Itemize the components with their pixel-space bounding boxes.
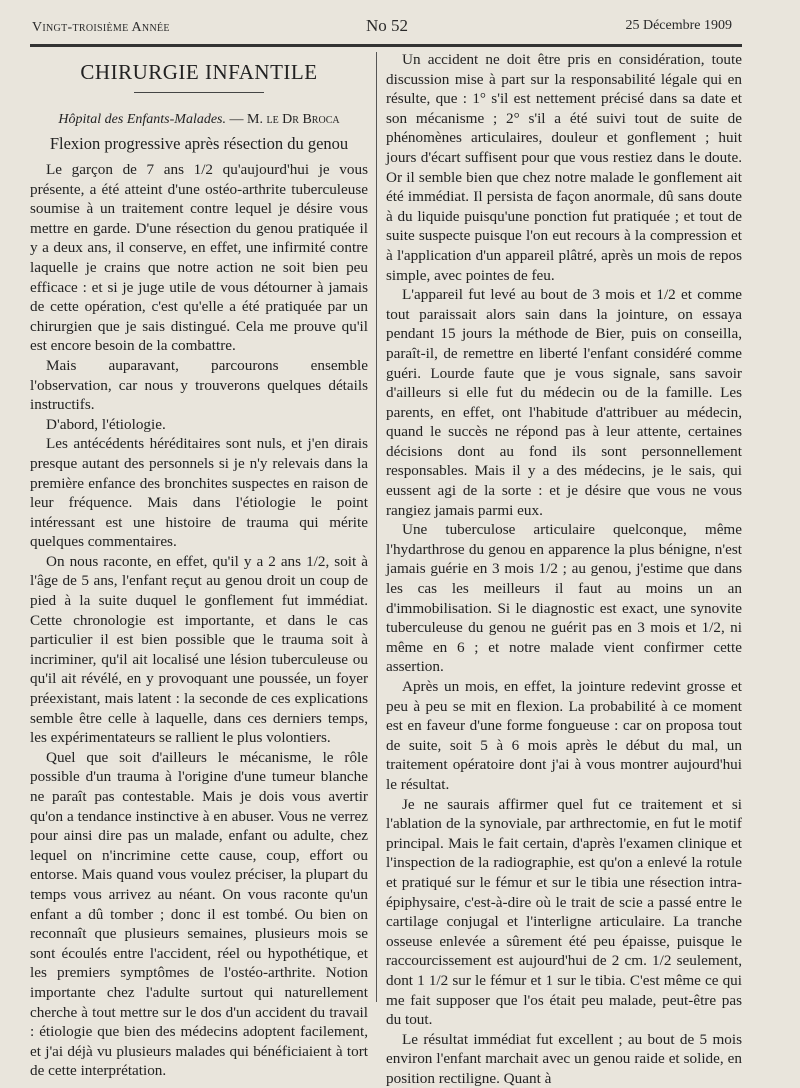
author: M. le Dr Broca	[247, 112, 340, 127]
paragraph: Les antécédents héréditaires sont nuls, et j'en dirais presque autant des personnels si je n'y relevais dans la première enfance des bronchites suspectes en raison de leur fréquence. Mais dans l'étiologie le point intéressant est une histoire de trauma qui mérite quelques commentaires.	[30, 435, 368, 551]
header-rule	[30, 44, 742, 47]
issue-date: 25 Décembre 1909	[625, 18, 732, 33]
paragraph: Mais auparavant, parcourons ensemble l'observation, car nous y trouverons quelques détails instructifs.	[30, 356, 368, 414]
title-rule	[134, 92, 264, 93]
issue-number: No 52	[366, 16, 409, 35]
section-title: CHIRURGIE INFANTILE	[80, 60, 318, 84]
right-column	[386, 50, 742, 1087]
paragraph: D'abord, l'étiologie.	[46, 415, 166, 433]
running-head	[0, 0, 800, 40]
paragraph: L'appareil fut levé au bout de 3 mois et 1/2 et comme tout paraissait alors sain dans la jointure, on essaya pendant 15 jours la méthode de Bier, puis on conseilla, paraît-il, de remettre en liberté l'enfant considéré comme guéri. Lourde faute que je vous signale, sans savoir d'ailleurs si elle fut du médecin ou de la famille. Les parents, en effet, ont l'habitude d'attribuer au médecin, quand le succès ne répond pas à leur attente, certaines décisions dont au fond ils sont personnellement responsables. Mais il y a des médecins, je le sais, qui eussent agi de la sorte : et je désire que vous ne vous rangiez jamais parmi eux.	[386, 286, 742, 519]
paragraph: Après un mois, en effet, la jointure redevint grosse et peu à peu se mit en flexion. La probabilité à ce moment est en faveur d'une forme fongueuse : car on proposa tout de suite, soit 5 à 6 mois après le début du mal, un traitement opératoire dont j'ai à vous montrer aujourd'hui le résultat.	[386, 678, 742, 793]
paragraph-continued: Un accident ne doit être pris en considération, toute discussion mise à part sur la responsabilité légale qui en résulte, que : 1° s'il est nettement précisé dans sa date et son mécanisme ; 2° s'il a été suivi tout de suite de phénomènes articulaires, douleur et gonflement ; huit jours d'écart suffisent pour que vous restiez dans le doute. Or il semble bien que chez notre malade le gonflement ait été immédiat. Il persista de façon anormale, dû sans doute à du liquide puisqu'une ponction fut pratiquée ; et tout de suite suspecte puisque l'on eut recours à la compression et à l'application d'un appareil plâtré, après un mois de repos simple, avec pointes de feu.	[386, 51, 742, 284]
paragraph: Je ne saurais affirmer quel fut ce traitement et si l'ablation de la synoviale, par arthrectomie, en fut le motif principal. Mais le fait certain, d'après l'examen clinique et l'inspection de la radiographie, est qu'on a enlevé la rotule et pratiqué sur le fémur et sur le tibia une résection intra-épiphysaire, c'est-à-dire où le trait de scie a passé entre le cartilage conjugal et l'interligne articulaire. La tranche osseuse enlevée a sûrement été peu épaisse, puisque le raccourcissement est aujourd'hui de 2 cm. 1/2 seulement, dont 1 1/2 sur le fémur et 1 sur le tibia. C'est même ce qui me fait supposer que l'os était peu malade, peut-être pas du tout.	[386, 795, 742, 1029]
byline-separator: —	[226, 112, 248, 127]
paragraph: Quel que soit d'ailleurs le mécanisme, le rôle possible d'un trauma à l'origine d'une tumeur blanche ne paraît pas contestable. Mais je dois vous avertir qu'on a tendance instinctive à en abuser. Vous ne verrez pour ainsi dire pas un malade, enfant ou adulte, chez lequel on n'incrimine cette cause, coup, effort ou entorse. Mais quand vous voulez préciser, la plupart du temps vous arrivez au néant. On vous raconte qu'un enfant a dû tomber ; donc il est tombé. Ou bien on reconnaît que plusieurs semaines, plusieurs mois se sont écoulés entre l'accident, réel ou hypothétique, et les premiers symptômes de l'ostéo-arthrite. Notion importante chez l'adulte surtout qui naturellement cherche à tout mettre sur le dos d'un accident du travail : étiologie que bien des médecins adoptent facilement, et j'ai déjà vu plusieurs malades qui bénéficiaient à tort de cette interprétation.	[30, 748, 368, 1080]
paragraph: Le garçon de 7 ans 1/2 qu'aujourd'hui je vous présente, a été atteint d'une ostéo-arthrite tuberculeuse soumise à un traitement contre lequel je désire vous mettre en garde. D'une résection du genou pratiquée il y a deux ans, il conserve, en effet, une infirmité contre laquelle je crains que notre action ne soit bien peu efficace : et si je juge utile de vous détourner à jamais de cette opération, c'est qu'elle a été pratiquée par un chirurgien que je sais distingué. Cela me prouve qu'il est encore besoin de la combattre.	[30, 161, 368, 355]
lecture-title: Flexion progressive après résection du genou	[49, 134, 349, 153]
column-divider	[376, 52, 377, 1002]
paragraph: Le résultat immédiat fut excellent ; au bout de 5 mois environ l'enfant marchait avec un genou raide et solide, en position rectiligne. Quant à	[386, 1030, 742, 1087]
byline	[30, 111, 368, 129]
institution: Hôpital des Enfants-Malades.	[58, 112, 227, 127]
left-column	[30, 50, 368, 1080]
paragraph: On nous raconte, en effet, qu'il y a 2 ans 1/2, soit à l'âge de 5 ans, l'enfant reçut au genou droit un coup de pied à la suite duquel le gonflement fut immédiat. Cette chronologie est importante, et dans le cas particulier il est bien possible que le trauma soit à incriminer, qu'il ait localisé une lésion tuberculeuse ou qu'il ait révélé, en y provoquant une poussée, un foyer préexistant, mais latent : la seconde de ces explications semble être celle à laquelle, dans ces derniers temps, les expérimentateurs se rallient le plus volontiers.	[30, 552, 368, 747]
volume-year: Vingt-troisième Année	[32, 20, 170, 35]
paragraph: Une tuberculose articulaire quelconque, même l'hydarthrose du genou en apparence la plus bénigne, n'est jamais guérie en 3 mois 1/2 ; au genou, j'estime que dans les cas les meilleurs il faut au moins un an d'immobilisation. Si le diagnostic est exact, une synovite tuberculeuse du genou ne guérit pas en 3 mois et 1/2, ni même en 6 ; et notre malade vient confirmer cette assertion.	[386, 521, 742, 676]
